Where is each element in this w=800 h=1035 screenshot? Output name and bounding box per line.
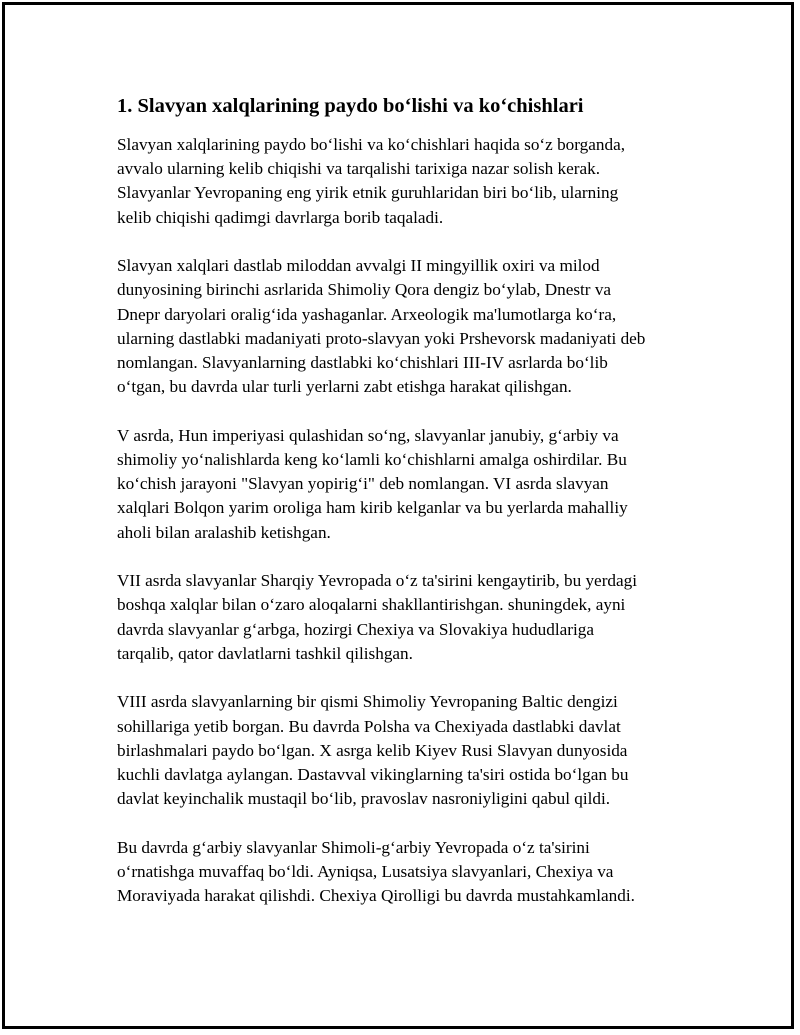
paragraph-line: birlashmalari paydo boʻlgan. X asrga kelib Kiyev Rusi Slavyan dunyosida — [117, 740, 628, 760]
paragraph-line: shimoliy yoʻnalishlarda keng koʻlamli koʻchishlarni amalga oshirdilar. Bu — [117, 450, 627, 470]
paragraph-line: boshqa xalqlar bilan oʻzaro aloqalarni shakllantirishgan. shuningdek, ayni — [117, 595, 626, 615]
paragraph-line: ularning dastlabki madaniyati proto-slavyan yoki Prshevorsk madaniyati deb — [117, 328, 646, 348]
paragraph — [117, 424, 687, 545]
paragraph-line: davrda slavyanlar gʻarbga, hozirgi Chexiya va Slovakiya hududlariga — [117, 619, 594, 639]
paragraph-line: xalqlari Bolqon yarim oroliga ham kirib kelganlar va bu yerlarda mahalliy — [117, 498, 628, 518]
paragraph-line: Slavyanlar Yevropaning eng yirik etnik guruhlaridan biri boʻlib, ularning — [117, 183, 619, 203]
paragraph-line: VIII asrda slavyanlarning bir qismi Shimoliy Yevropaning Baltic dengizi — [117, 692, 618, 712]
paragraph-list — [117, 133, 687, 908]
paragraph — [117, 690, 687, 811]
paragraph-line: dunyosining birinchi asrlarida Shimoliy Qora dengiz boʻylab, Dnestr va — [117, 280, 612, 300]
document-body — [117, 92, 687, 933]
paragraph-line: Bu davrda gʻarbiy slavyanlar Shimoli-gʻarbiy Yevropada oʻz ta'sirini — [117, 837, 590, 857]
paragraph-line: tarqalib, qator davlatlarni tashkil qilishgan. — [117, 643, 413, 663]
paragraph-line: Slavyan xalqlarining paydo boʻlishi va koʻchishlari haqida soʻz borganda, — [117, 135, 626, 154]
paragraph-line: V asrda, Hun imperiyasi qulashidan soʻng, slavyanlar janubiy, gʻarbiy va — [117, 425, 619, 445]
paragraph-line: aholi bilan aralashib ketishgan. — [117, 522, 331, 542]
paragraph-line: nomlangan. Slavyanlarning dastlabki koʻchishlari III-IV asrlarda boʻlib — [117, 353, 608, 373]
paragraph — [117, 133, 687, 230]
paragraph-line: davlat keyinchalik mustaqil boʻlib, pravoslav nasroniyligini qabul qildi. — [117, 789, 611, 809]
paragraph-line: kuchli davlatga aylangan. Dastavval vikinglarning ta'siri ostida boʻlgan bu — [117, 765, 629, 785]
paragraph-line: avvalo ularning kelib chiqishi va tarqalishi tarixiga nazar solish kerak. — [117, 159, 601, 179]
paragraph-line: Moraviyada harakat qilishdi. Chexiya Qirolligi bu davrda mustahkamlandi. — [117, 886, 635, 906]
paragraph — [117, 569, 687, 666]
paragraph-line: sohillariga yetib borgan. Bu davrda Polsha va Chexiyada dastlabki davlat — [117, 716, 621, 736]
paragraph — [117, 836, 687, 909]
paragraph-line: oʻrnatishga muvaffaq boʻldi. Ayniqsa, Lusatsiya slavyanlari, Chexiya va — [117, 862, 614, 882]
document-title: 1. Slavyan xalqlarining paydo boʻlishi va koʻchishlari — [117, 95, 584, 117]
paragraph-line: Slavyan xalqlari dastlab miloddan avvalgi II mingyillik oxiri va milod — [117, 256, 600, 276]
paragraph-line: kelib chiqishi qadimgi davrlarga borib taqaladi. — [117, 207, 444, 227]
paragraph-line: VII asrda slavyanlar Sharqiy Yevropada oʻz ta'sirini kengaytirib, bu yerdagi — [117, 571, 638, 591]
paragraph-line: Dnepr daryolari oraligʻida yashaganlar. Arxeologik ma'lumotlarga koʻra, — [117, 304, 617, 324]
paragraph-line: koʻchish jarayoni "Slavyan yopirigʻi" deb nomlangan. VI asrda slavyan — [117, 474, 609, 494]
paragraph-line: oʻtgan, bu davrda ular turli yerlarni zabt etishga harakat qilishgan. — [117, 377, 572, 397]
paragraph — [117, 254, 687, 399]
